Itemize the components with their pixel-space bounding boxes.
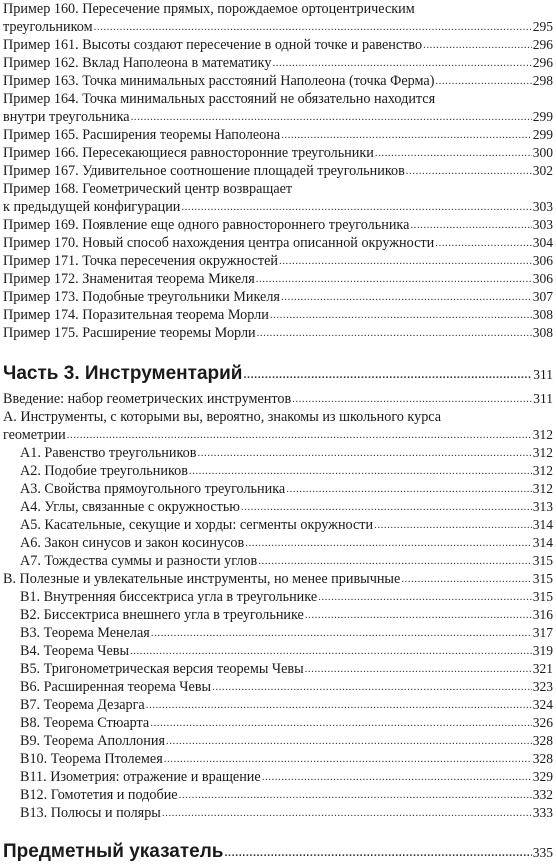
toc-entry-title: Введение: набор геометрических инструментов — [3, 391, 292, 407]
toc-entry[interactable] — [3, 252, 553, 270]
toc-entry[interactable] — [3, 144, 553, 162]
toc-entry-title: В6. Расширенная теорема Чевы — [20, 679, 212, 695]
dot-leader — [151, 623, 532, 642]
toc-page-number: 306 — [532, 271, 553, 286]
toc-page-number: 315 — [532, 571, 553, 586]
toc-page-number: 315 — [532, 553, 553, 568]
toc-entry-title: А7. Тождества суммы и разности углов — [20, 553, 258, 569]
toc-page-number: 323 — [532, 679, 553, 694]
toc-page-number: 317 — [532, 625, 553, 640]
toc-page-number: 333 — [532, 805, 553, 820]
toc-entry-title: Пример 171. Точка пересечения окружностей — [3, 253, 278, 269]
toc-page-number: 306 — [532, 253, 553, 268]
toc-page-number: 303 — [532, 199, 553, 214]
toc-page-number: 312 — [532, 463, 553, 478]
toc-entry-title: внутри треугольника — [3, 109, 130, 125]
toc-entry-title: В8. Теорема Стюарта — [20, 715, 150, 731]
toc-page-number: 296 — [532, 55, 553, 70]
toc-entry[interactable] — [3, 54, 553, 72]
toc-entry-title: А1. Равенство треугольников — [20, 445, 197, 461]
toc-entry-line: Пример 168. Геометрический центр возвращает — [3, 181, 293, 197]
toc-page-number: 328 — [532, 733, 553, 748]
toc-page-number: 332 — [532, 787, 553, 802]
toc-page-number: 312 — [532, 445, 553, 460]
dot-leader — [245, 533, 532, 552]
toc-entry[interactable] — [3, 390, 553, 408]
dot-leader — [423, 35, 532, 54]
toc-entry-line: Пример 160. Пересечение прямых, порождаемое ортоцентрическим — [3, 1, 415, 17]
toc-subentry[interactable] — [3, 768, 553, 786]
toc-entry-title: А3. Свойства прямоугольного треугольника — [20, 481, 286, 497]
toc-subentry[interactable] — [3, 786, 553, 804]
toc-page-number: 313 — [532, 499, 553, 514]
dot-leader — [131, 107, 532, 126]
toc-part-heading[interactable] — [3, 362, 553, 386]
toc-entry-title: Пример 169. Появление еще одного равностороннего треугольника — [3, 217, 410, 233]
toc-entry-title: Пример 165. Расширения теоремы Наполеона — [3, 127, 281, 143]
toc-entry[interactable] — [3, 198, 553, 216]
dot-leader — [279, 251, 532, 270]
dot-leader — [258, 551, 532, 570]
toc-entry-title: Пример 161. Высоты создают пересечение в одной точке и равенство — [3, 37, 423, 53]
dot-leader — [130, 641, 532, 660]
toc-entry[interactable] — [3, 270, 553, 288]
dot-leader — [305, 605, 532, 624]
dot-leader — [181, 197, 531, 216]
toc-index-heading[interactable] — [3, 840, 553, 864]
table-of-contents — [3, 0, 553, 864]
toc-subentry[interactable] — [3, 678, 553, 696]
toc-section[interactable] — [3, 426, 553, 444]
toc-page-number: 312 — [532, 481, 553, 496]
dot-leader — [179, 785, 532, 804]
dot-leader — [401, 569, 532, 588]
dot-leader — [270, 305, 532, 324]
dot-leader — [410, 215, 531, 234]
dot-leader — [286, 479, 532, 498]
toc-page-number: 303 — [532, 217, 553, 232]
toc-entry-title: треугольником — [3, 19, 93, 35]
toc-page-number: 311 — [533, 391, 553, 406]
toc-subentry[interactable] — [3, 804, 553, 822]
toc-page-number: 312 — [532, 427, 553, 442]
dot-leader — [164, 749, 532, 768]
toc-page-number: 316 — [532, 607, 553, 622]
dot-leader — [146, 695, 532, 714]
toc-entry-title: В7. Теорема Дезарга — [20, 697, 145, 713]
dot-leader — [374, 515, 532, 534]
toc-subentry[interactable] — [3, 552, 553, 570]
toc-page-number: 299 — [532, 127, 553, 142]
dot-leader — [225, 839, 532, 865]
toc-subentry[interactable] — [3, 642, 553, 660]
toc-entry-title: Пример 166. Пересекающиеся равносторонние треугольники — [3, 145, 374, 161]
toc-entry-title: А6. Закон синусов и закон косинусов — [20, 535, 245, 551]
toc-entry[interactable] — [3, 108, 553, 126]
dot-leader — [94, 17, 532, 36]
toc-subentry[interactable] — [3, 696, 553, 714]
toc-subentry[interactable] — [3, 624, 553, 642]
toc-page-number: 314 — [532, 535, 553, 550]
toc-page-number: 321 — [532, 661, 553, 676]
toc-entry[interactable] — [3, 72, 553, 90]
toc-entry-title: В5. Тригонометрическая версия теоремы Чевы — [20, 661, 304, 677]
toc-section-title: В. Полезные и увлекательные инструменты, но менее привычные — [3, 571, 401, 587]
toc-subentry[interactable] — [3, 480, 553, 498]
toc-page-number: 314 — [532, 517, 553, 532]
toc-entry-title: В3. Теорема Менелая — [20, 625, 150, 641]
toc-entry-title: В4. Теорема Чевы — [20, 643, 130, 659]
dot-leader — [197, 443, 531, 462]
toc-entry-title: В11. Изометрия: отражение и вращение — [20, 769, 261, 785]
dot-leader — [435, 233, 532, 252]
toc-entry-title: Пример 167. Удивительное соотношение площадей треугольников — [3, 163, 405, 179]
toc-page-number: 311 — [533, 367, 553, 382]
toc-entry-title: Пример 163. Точка минимальных расстояний Наполеона (точка Ферма) — [3, 73, 435, 89]
toc-entry[interactable] — [3, 18, 553, 36]
dot-leader — [162, 803, 532, 822]
toc-page-number: 304 — [532, 235, 553, 250]
toc-entry-title: Пример 173. Подобные треугольники Микеля — [3, 289, 280, 305]
dot-leader — [435, 71, 531, 90]
dot-leader — [150, 713, 532, 732]
toc-entry-title: Пример 170. Новый способ нахождения центра описанной окружности — [3, 235, 435, 251]
toc-entry[interactable] — [3, 36, 553, 54]
part-title: Часть 3. Инструментарий — [3, 363, 243, 384]
toc-entry[interactable] — [3, 126, 553, 144]
dot-leader — [375, 143, 532, 162]
toc-page-number: 302 — [532, 163, 553, 178]
toc-entry-title: Пример 172. Знаменитая теорема Микеля — [3, 271, 255, 287]
dot-leader — [292, 389, 532, 408]
toc-section[interactable] — [3, 570, 553, 588]
toc-subentry[interactable] — [3, 588, 553, 606]
toc-subentry[interactable] — [3, 750, 553, 768]
toc-page-number: 298 — [532, 73, 553, 88]
dot-leader — [272, 53, 531, 72]
toc-entry[interactable] — [3, 234, 553, 252]
toc-page-number: 308 — [532, 325, 553, 340]
toc-entry-title: В10. Теорема Птолемея — [20, 751, 163, 767]
toc-entry[interactable] — [3, 162, 553, 180]
toc-subentry[interactable] — [3, 444, 553, 462]
dot-leader — [281, 287, 532, 306]
toc-entry-title: Пример 174. Поразительная теорема Морли — [3, 307, 269, 323]
toc-entry-title: В2. Биссектриса внешнего угла в треугольнике — [20, 607, 304, 623]
toc-subentry[interactable] — [3, 606, 553, 624]
toc-page-number: 300 — [532, 145, 553, 160]
toc-page-number: 324 — [532, 697, 553, 712]
toc-subentry[interactable] — [3, 534, 553, 552]
dot-leader — [305, 659, 532, 678]
index-title: Предметный указатель — [3, 841, 224, 862]
dot-leader — [257, 323, 532, 342]
toc-entry-title: А5. Касательные, секущие и хорды: сегменты окружности — [20, 517, 374, 533]
dot-leader — [244, 361, 533, 387]
toc-page-number: 335 — [532, 845, 553, 860]
toc-entry-title: В9. Теорема Аполлония — [20, 733, 165, 749]
toc-subentry[interactable] — [3, 660, 553, 678]
toc-page-number: 315 — [532, 589, 553, 604]
toc-section-line: А. Инструменты, с которыми вы, вероятно, знакомы из школьного курса — [3, 409, 442, 425]
toc-entry-title: к предыдущей конфигурации — [3, 199, 181, 215]
toc-page-number: 299 — [532, 109, 553, 124]
dot-leader — [212, 677, 532, 696]
toc-page-number: 308 — [532, 307, 553, 322]
toc-subentry[interactable] — [3, 498, 553, 516]
toc-entry-title: Пример 162. Вклад Наполеона в математику — [3, 55, 272, 71]
toc-page-number: 295 — [532, 19, 553, 34]
dot-leader — [166, 731, 532, 750]
dot-leader — [241, 497, 532, 516]
toc-entry-line: Пример 164. Точка минимальных расстояний не обязательно находится — [3, 91, 436, 107]
dot-leader — [262, 767, 532, 786]
toc-page-number: 319 — [532, 643, 553, 658]
toc-entry-title: В12. Гомотетия и подобие — [20, 787, 178, 803]
toc-subentry[interactable] — [3, 516, 553, 534]
toc-subentry[interactable] — [3, 462, 553, 480]
dot-leader — [281, 125, 532, 144]
toc-entry-title: А2. Подобие треугольников — [20, 463, 188, 479]
toc-page-number: 326 — [532, 715, 553, 730]
toc-page-number: 307 — [532, 289, 553, 304]
toc-section-title: геометрии — [3, 427, 66, 443]
toc-subentry[interactable] — [3, 732, 553, 750]
dot-leader — [318, 587, 532, 606]
toc-page-number: 329 — [532, 769, 553, 784]
toc-entry-title: Пример 175. Расширение теоремы Морли — [3, 325, 256, 341]
dot-leader — [406, 161, 532, 180]
toc-page-number: 296 — [532, 37, 553, 52]
toc-entry[interactable] — [3, 306, 553, 324]
toc-subentry[interactable] — [3, 714, 553, 732]
toc-entry[interactable] — [3, 216, 553, 234]
dot-leader — [67, 425, 532, 444]
toc-entry-title: В1. Внутренняя биссектриса угла в треугольнике — [20, 589, 318, 605]
toc-entry[interactable] — [3, 288, 553, 306]
dot-leader — [189, 461, 532, 480]
toc-page-number: 328 — [532, 751, 553, 766]
toc-entry[interactable] — [3, 324, 553, 342]
dot-leader — [256, 269, 532, 288]
toc-entry-title: А4. Углы, связанные с окружностью — [20, 499, 240, 515]
toc-entry-title: В13. Полюсы и поляры — [20, 805, 161, 821]
